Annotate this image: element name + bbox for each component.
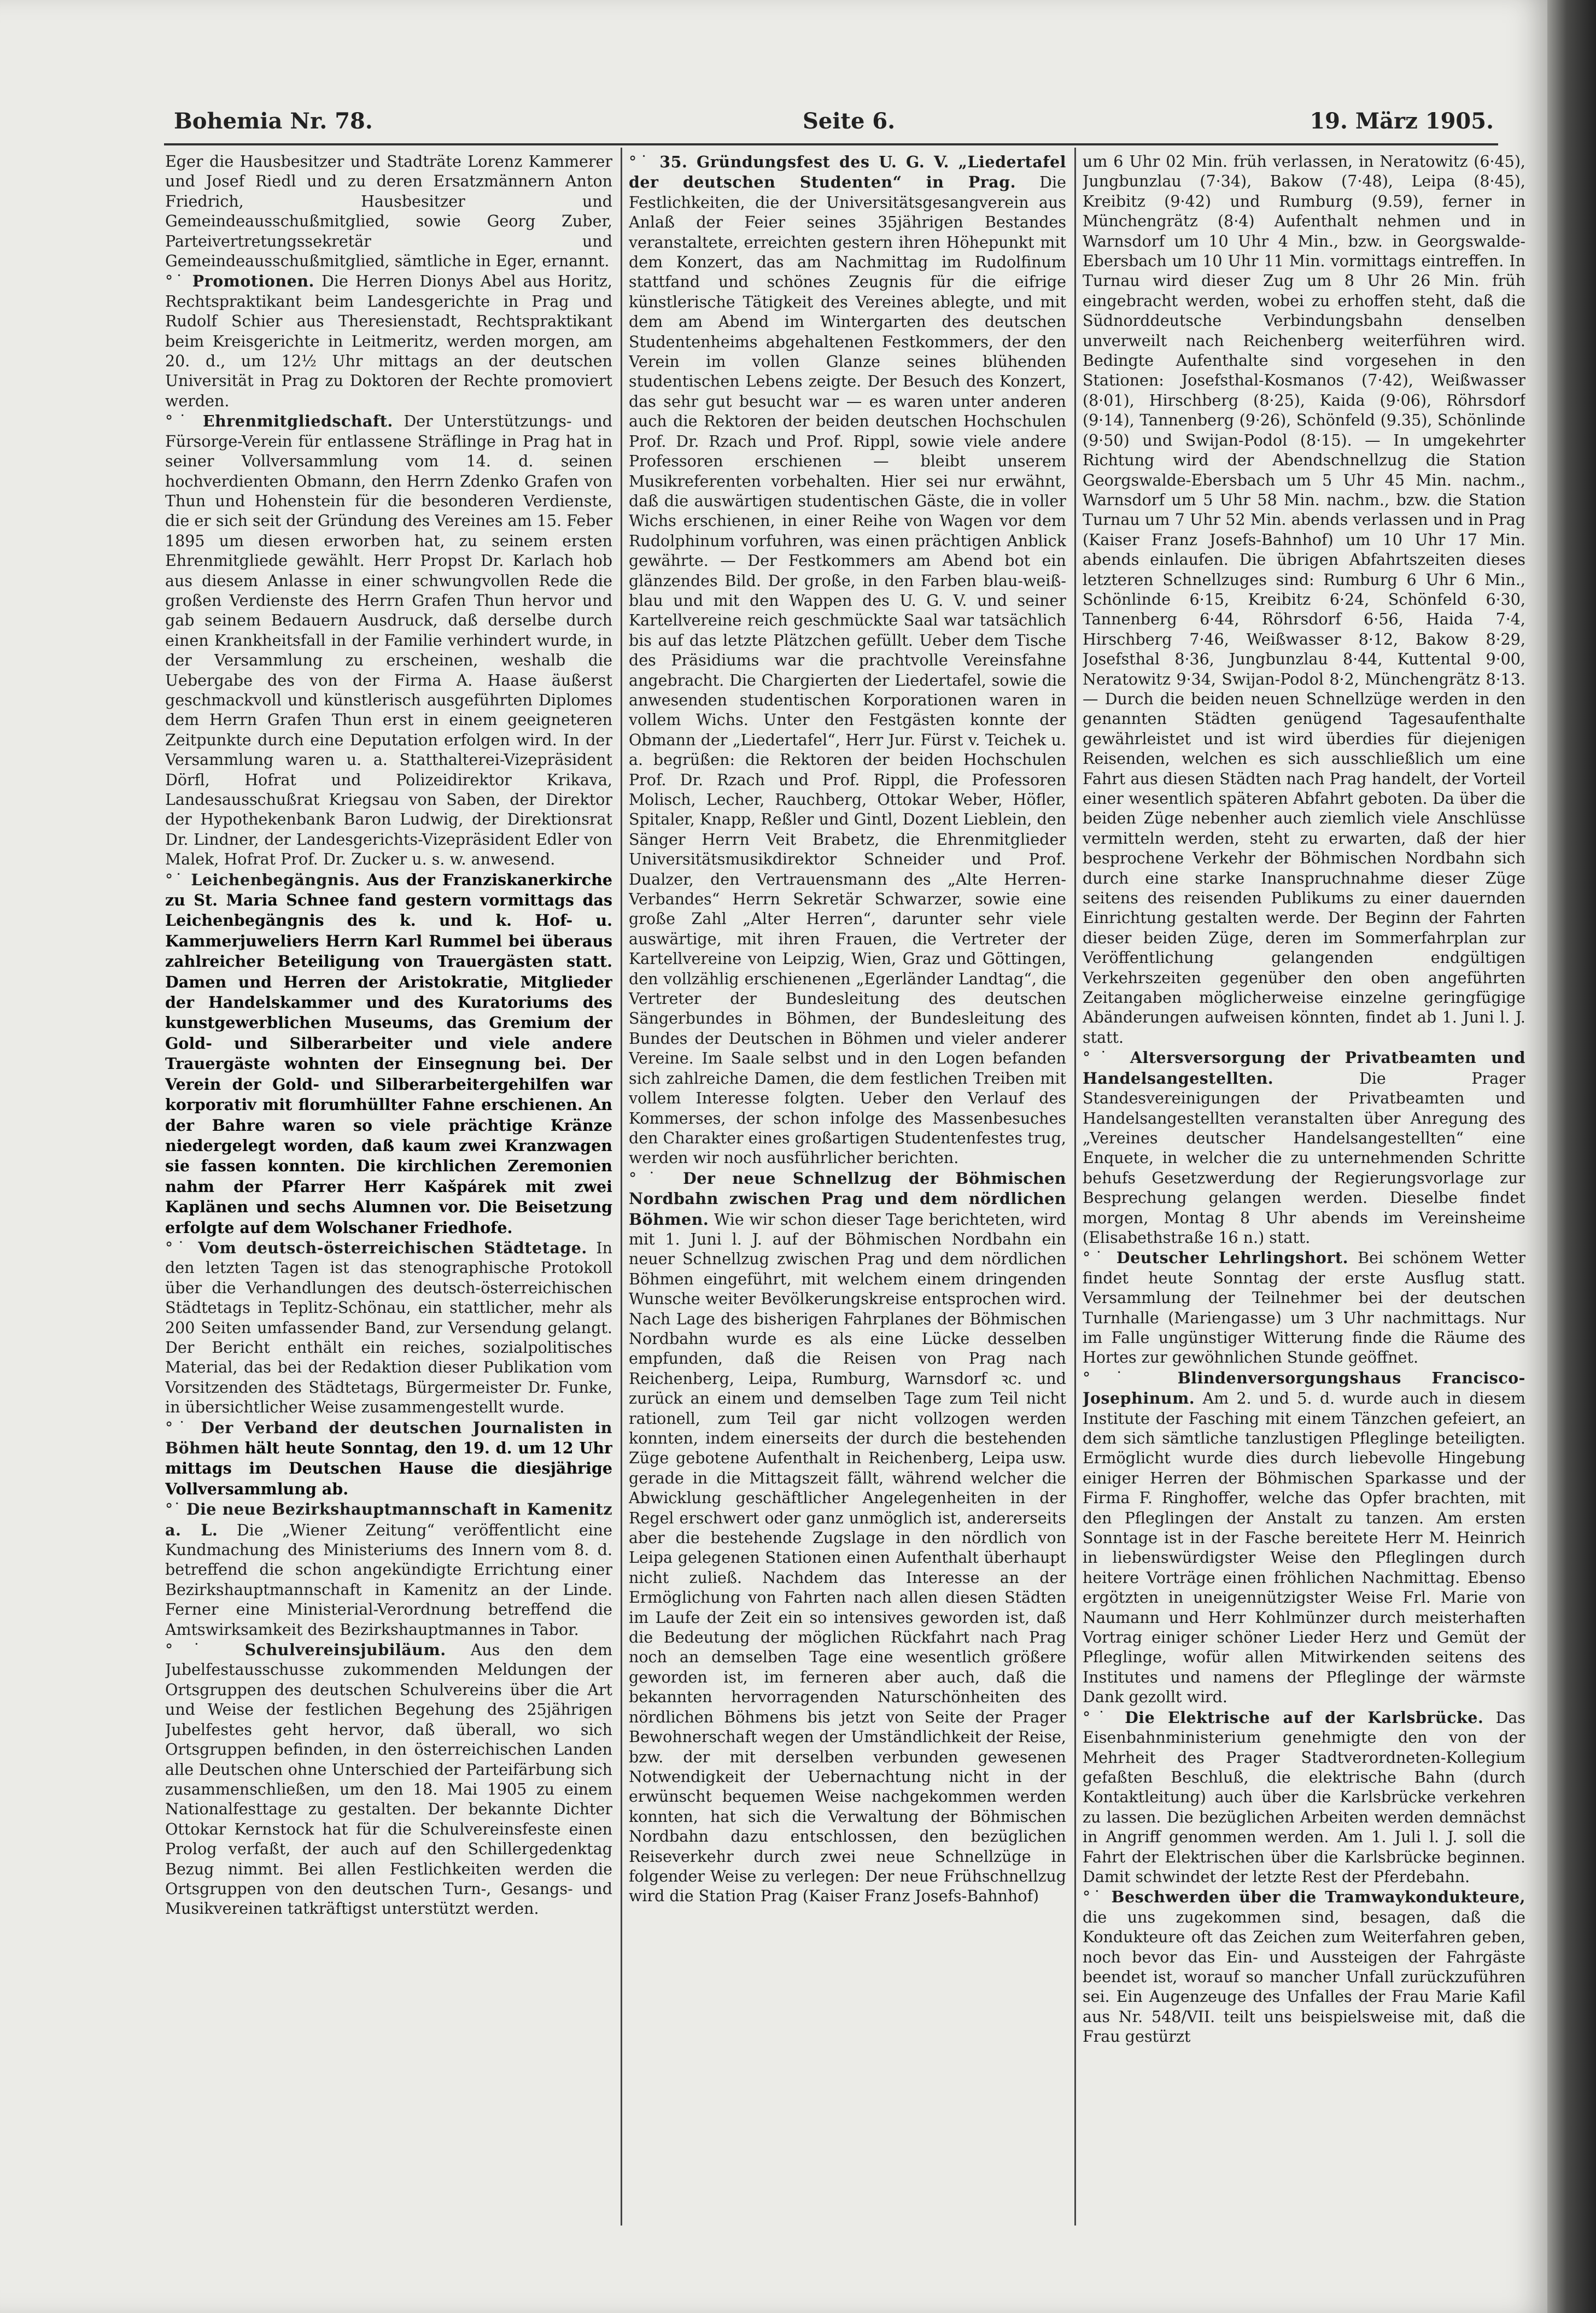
article-text: um 6 Uhr 02 Min. früh verlassen, in Neratowitz (6·45), Jungbunzlau (7·34), Bakow (7·48), Leipa (8·45), Kreibitz (9·42) und Rumburg (9.59), ferner in Münchengrätz (8·4) Aufenthalt nehmen und in Warnsdorf um 10 Uhr 4 Min., bzw. in Georgswalde-Ebersbach um 10 Uhr 11 Min. vormittags eintreffen. In Turnau wird dieser Zug um 8 Uhr 26 Min. früh eingebracht werden, wobei zu erhoffen steht, daß die Südnorddeutsche Verbindungsbahn denselben unverweilt nach Reichenberg weiterführen wird. Bedingte Aufenthalte sind vorgesehen in den Stationen: Josefsthal-Kosmanos (7·42), Weißwasser (8·01), Hirschberg (8·25), Kaida (9·06), Röhrsdorf (9·14), Tannenberg (9·26), Schönfeld (9.35), Schönlinde (9·50) und Swijan-Podol (8·15). — In umgekehrter Richtung wird der Abendschnellzug die Station Georgswalde-Ebersbach um 5 Uhr 45 Min. nachm., Warnsdorf um 5 Uhr 58 Min. nachm., bzw. die Station Turnau um 7 Uhr 52 Min. abends verlassen und in Prag (Kaiser Franz Josefs-Bahnhof) um 10 Uhr 17 Min. abends einlaufen. Die übrigen Abfahrtszeiten dieses letzteren Schnellzuges sind: Rumburg 6 Uhr 6 Min., Schönlinde 6·15, Kreibitz 6·24, Schönfeld 6·30, Tannenberg 6·44, Röhrsdorf 6·56, Haida 7·4, Hirschberg 7·46, Weißwasser 8·12, Bakow 8·29, Josefsthal 8·36, Jungbunzlau 8·44, Kuttental 9·00, Neratowitz 9·34, Swijan-Podol 8·2, Münchengrätz 8·13. — Durch die beiden neuen Schnellzüge werden in den genannten Städten genügend Tagesaufenthalte gewährleistet und ist wird überdies für diejenigen Reisenden, welchen es sich ausschließlich um eine Fahrt aus diesen Städten nach Prag handelt, der Vorteil einer wesentlich späteren Abfahrt geboten. Da über die beiden Züge nebenher auch ziemlich viele Anschlüsse vermitteln werden, steht zu erwarten, daß der hier besprochene Verkehr der Böhmischen Nordbahn sich durch eine starke Inanspruchnahme dieser Züge seitens des reisenden Publikums zu einer dauernden Einrichtung gestalten werde. Der Beginn der Fahrten dieser beiden Züge, deren im Sommerfahrplan zur Veröffentlichung gelangenden endgültigen Verkehrszeiten gegenüber den oben angeführten Zeitangaben möglicherweise einzelne geringfügige Abänderungen aufweisen könnten, findet ab 1. Juni l. J. statt.: [1083, 153, 1525, 1047]
article-text: Das Eisenbahnministerium genehmigte den von der Mehrheit des Prager Stadtverordneten-Kollegium gefaßten Beschluß, die elektrische Bahn (durch Kontaktleitung) auch über die Karlsbrücke verkehren zu lassen. Die bezüglichen Arbeiten werden demnächst in Angriff genommen werden. Am 1. Juli l. J. soll die Fahrt der Elektrischen über die Karlsbrücke beginnen. Damit schwindet der letzte Rest der Pferdebahn.: [1083, 1708, 1525, 1886]
article-text: In den letzten Tagen ist das stenographische Protokoll über die Verhandlungen des deutsch-österreichischen Städtetags in Teplitz-Schönau, ein stattlicher, mehr als 200 Seiten umfassender Band, zur Versendung gelangt. Der Bericht enthält ein reiches, sozialpolitisches Material, das bei der Redaktion dieser Publikation vom Vorsitzenden des Städtetags, Bürgermeister Dr. Funke, in übersichtlicher Weise zusammengestellt wurde.: [165, 1239, 612, 1417]
page-header: [174, 108, 1494, 141]
article-eger: [165, 152, 612, 271]
article-text: Aus der Franziskanerkirche zu St. Maria Schnee fand gestern vormittags das Leichenbegängnis des k. und k. Hof- u. Kammerjuweliers Herrn Karl Rummel bei überaus zahlreicher Beteiligung von Trauergästen statt. Damen und Herren der Aristokratie, Mitglieder der Handelskammer und des Kuratoriums des kunstgewerblichen Museums, das Gremium der Gold- und Silberarbeiter und viele andere Trauergäste wohnten der Einsegnung bei. Der Verein der Gold- und Silberarbeitergehilfen war korporativ mit florumhüllter Fahne erschienen. An der Bahre waren so viele prächtige Kränze niedergelegt worden, daß kaum zwei Kranzwagen sie fassen konnten. Die kirchlichen Zeremonien nahm der Pfarrer Herr Kašpárek mit zwei Kaplänen und sechs Alumnen vor. Die Beisetzung erfolgte auf dem Wolschaner Friedhofe.: [165, 870, 612, 1237]
article-text: Eger die Hausbesitzer und Stadträte Lorenz Kammerer und Josef Riedl und zu deren Ersatzmännern Anton Friedrich, Hausbesitzer und Gemeindeausschußmitglied, sowie Georg Zuber, Parteivertretungssekretär und Gemeindeausschußmitglied, sämtliche in Eger, ernannt.: [165, 153, 612, 271]
article-heading: Beschwerden über die Tramwaykondukteure,: [1111, 1888, 1525, 1907]
article-text: Am 2. und 5. d. wurde auch in diesem Institute der Fasching mit einem Tänzchen gefeiert, an dem sich sämtliche tanzlustigen Pfleglinge beteiligten. Ermöglicht wurde dies durch liebevolle Hingebung einiger Herren der Böhmischen Sparkasse und der Firma F. Ringhoffer, welche das Opfer brachten, mit den Pfleglingen der Anstalt zu tanzen. Am ersten Sonntage ist in der Fasche bereitete Herr M. Heinrich in liebenswürdigster Weise den Pfleglingen durch heitere Vorträge einen fröhlichen Nachmittag. Ebenso ergötzten in uneigennützigster Weise Frl. Marie von Naumann und Herr Kohlmünzer durch meisterhaften Vortrag einiger schöner Lieder Herz und Gemüt der Pfleglinge, wofür allen Mitwirkenden seitens des Institutes und namens der Pfleglinge der wärmste Dank gezollt wird.: [1083, 1389, 1525, 1707]
article-schnellzug: °˙ Der neue Schnellzug der Böhmischen Nordbahn zwischen Prag und dem nördlichen Böhmen. Wie wir schon dieser Tage berichteten, wird mit 1. Juni l. J. auf der Böhmischen Nordbahn ein neuer Schnellzug zwischen Prag und dem nördlichen Böhmen eingeführt, mit welchem einem dringenden Wunsche weiter Bevölkerungskreise entsprochen wird. Nach Lage des bisherigen Fahrplanes der Böhmischen Nordbahn wurde es als eine Lücke desselben empfunden, daß die Reisen von Prag nach Reichenberg, Leipa, Rumburg, Warnsdorf ꝛc. und zurück an einem und demselben Tage zum Teil nicht rationell, zum Teil gar nicht vollzogen werden konnten, indem einerseits der durch die bestehenden Züge gebotene Aufenthalt in Reichenberg, Leipa usw. gerade in die Mittagszeit fällt, während welcher die Abwicklung geschäftlicher Angelegenheiten in der Regel erschwert oder ganz unmöglich ist, andererseits aber die bestehende Zugslage in den nördlich von Leipa gelegenen Stationen einen Aufenthalt überhaupt nicht zuließ. Nachdem das Interesse an der Ermöglichung von Fahrten nach allen diesen Städten im Laufe der Zeit ein so intensives geworden ist, daß die Bedeutung der möglichen Rückfahrt nach Prag noch an demselben Tage eine wesentlich größere geworden ist, im ferneren aber auch, daß die bekannten hervorragenden Naturschönheiten des nördlichen Böhmens bis jetzt von Seite der Prager Bewohnerschaft wegen der Umständlichkeit der Reise, bzw. der mit derselben verbunden gewesenen Notwendigkeit der Uebernachtung nicht in der erwünscht bequemen Weise nachgekommen werden konnten, hat sich die Verwaltung der Böhmischen Nordbahn dazu entschlossen, den bezüglichen Reiseverkehr durch zwei neue Schnellzüge in folgender Weise zu verlegen: Der neue Frühschnellzug wird die Station Prag (Kaiser Franz Josefs-Bahnhof): [629, 1169, 1066, 1906]
article-text: Die „Wiener Zeitung“ veröffentlicht eine Kundmachung des Ministeriums des Innern vom 8. d. betreffend die schon angekündigte Errichtung einer Bezirkshauptmannschaft in Kamenitz an der Linde. Ferner eine Ministerial-Verordnung betreffend die Amtswirksamkeit des Bezirkshauptmannes in Tabor.: [165, 1521, 612, 1639]
article-text: die uns zugekommen sind, besagen, daß die Kondukteure oft das Zeichen zum Weiterfahren geben, noch bevor das Ein- und Aussteigen der Fahrgäste beendet ist, worauf so mancher Unfall zurückzuführen sei. Ein Augenzeuge des Unfalles der Frau Marie Kafil aus Nr. 548/VII. teilt uns beispielsweise mit, daß die Frau gestürzt: [1083, 1908, 1525, 2046]
header-page-number: Seite 6.: [803, 108, 896, 134]
header-rule: [164, 143, 1498, 145]
article-bezirkshauptmannschaft: °˙ Die neue Bezirkshauptmannschaft in Kamenitz a. L. Die „Wiener Zeitung“ veröffentlicht eine Kundmachung des Ministeriums des Innern vom 8. d. betreffend die schon angekündigte Errichtung einer Bezirkshauptmannschaft in Kamenitz an der Linde. Ferner eine Ministerial-Verordnung betreffend die Amtswirksamkeit des Bezirkshauptmannes in Tabor.: [165, 1500, 612, 1639]
column-3: [1083, 152, 1525, 2219]
article-heading: 35. Gründungsfest des U. G. V. „Liedertafel der deutschen Studenten“ in Prag.: [629, 153, 1066, 192]
article-liedertafel: °˙ 35. Gründungsfest des U. G. V. „Liedertafel der deutschen Studenten“ in Prag. Die Festlichkeiten, die der Universitätsgesangverein aus Anlaß der Feier seines 35jährigen Bestandes veranstaltete, erreichten gestern ihren Höhepunkt mit dem Konzert, das am Nachmittag im Rudolfinum stattfand und schönes Zeugnis für die eifrige künstlerische Tätigkeit des Vereines ablegte, und mit dem am Abend im Wintergarten des deutschen Studentenheims abgehaltenen Festkommers, der den Verein im vollen Glanze seines blühenden studentischen Lebens zeigte. Der Besuch des Konzert, das sehr gut besucht war — es waren unter anderen auch die Rektoren der beiden deutschen Hochschulen Prof. Dr. Rzach und Prof. Rippl, sowie viele andere Professoren erschienen — bleibt unserem Musikreferenten vorbehalten. Hier sei nur erwähnt, daß die auswärtigen studentischen Gäste, die in voller Wichs erschienen, in einer Reihe von Wagen vor dem Rudolphinum vorfuhren, was einen prächtigen Anblick gewährte. — Der Festkommers am Abend bot ein glänzendes Bild. Der große, in den Farben blau-weiß-blau und mit den Wappen des U. G. V. und seiner Kartellvereine reich geschmückte Saal war tatsächlich bis auf das letzte Plätzchen gefüllt. Ueber dem Tische des Präsidiums war die prachtvolle Vereinsfahne angebracht. Die Chargierten der Liedertafel, sowie die anwesenden studentischen Korporationen waren in vollem Wichs. Unter den Festgästen konnte der Obmann der „Liedertafel“, Herr Jur. Fürst v. Teichek u. a. begrüßen: die Rektoren der beiden Hochschulen Prof. Dr. Rzach und Prof. Rippl, die Professoren Molisch, Lecher, Rauchberg, Ottokar Weber, Höfler, Spitaler, Knapp, Reßler und Gintl, Dozent Lieblein, den Sänger Herrn Veit Brabetz, die Ehrenmitglieder Universitätsmusikdirektor Schneider und Prof. Dualzer, den Vertrauensmann des „Alte Herren-Verbandes“ Herrn Sekretär Schwarzer, sowie eine große Zahl „Alter Herren“, darunter sehr viele auswärtige, mit ihren Frauen, die Vertreter der Kartellvereine von Leipzig, Wien, Graz und Göttingen, den vollzählig erschienenen „Egerländer Landtag“, die Vertreter der Bundesleitung des deutschen Sängerbundes in Böhmen, der Bundesleitung des Bundes der Deutschen in Böhmen und vieler anderer Vereine. Im Saale selbst und in den Logen befanden sich zahlreiche Damen, die dem festlichen Treiben mit vollem Interesse folgten. Ueber den Verlauf des Kommerses, der schon infolge des Massenbesuches den Charakter eines großartigen Studentenfestes trug, werden wir noch ausführlicher berichten.: [629, 153, 1066, 1167]
article-heading: Altersversorgung der Privatbeamten und Handelsangestellten.: [1083, 1048, 1525, 1088]
article-schulvereinsjubilaeum: °˙ Schulvereinsjubiläum. Aus den dem Jubelfestausschusse zukommenden Meldungen der Ortsgruppen des deutschen Schulvereins über die Art und Weise der festlichen Begehung des 25jährigen Jubelfestes geht hervor, daß überall, wo sich Ortsgruppen befinden, in den österreichischen Landen alle Deutschen ohne Unterschied der Parteifärbung sich zusammenschließen, um den 18. Mai 1905 zu einem Nationalfesttage zu gestalten. Der bekannte Dichter Ottokar Kernstock hat für die Schulvereinsfeste einen Prolog verfaßt, der auch auf den Schillergedenktag Bezug nimmt. Bei allen Festlichkeiten werden die Ortsgruppen von den deutschen Turn-, Gesangs- und Musikvereinen tatkräftigst unterstützt werden.: [165, 1640, 612, 1918]
article-text: hält heute Sonntag, den 19. d. um 12 Uhr mittags im Deutschen Hause die diesjährige Vollversammlung ab.: [165, 1439, 612, 1498]
article-leichenbegaengnis: °˙ Leichenbegängnis. Aus der Franziskanerkirche zu St. Maria Schnee fand gestern vormittags das Leichenbegängnis des k. und k. Hof- u. Kammerjuweliers Herrn Karl Rummel bei überaus zahlreicher Beteiligung von Trauergästen statt. Damen und Herren der Aristokratie, Mitglieder der Handelskammer und des Kuratoriums des kunstgewerblichen Museums, das Gremium der Gold- und Silberarbeiter und viele andere Trauergäste wohnten der Einsegnung bei. Der Verein der Gold- und Silberarbeitergehilfen war korporativ mit florumhüllter Fahne erschienen. An der Bahre waren so viele prächtige Kränze niedergelegt worden, daß kaum zwei Kranzwagen sie fassen konnten. Die kirchlichen Zeremonien nahm der Pfarrer Herr Kašpárek mit zwei Kaplänen und sechs Alumnen vor. Die Beisetzung erfolgte auf dem Wolschaner Friedhofe.: [165, 870, 612, 1237]
article-heading: Blindenversorgungshaus Francisco-Josephinum.: [1083, 1368, 1525, 1408]
article-heading: Schulvereinsjubiläum.: [244, 1640, 446, 1660]
article-altersversorgung: °˙ Altersversorgung der Privatbeamten und Handelsangestellten. Die Prager Standesvereinigungen der Privatbeamten und Handelsangestellten veranstalten über Anregung des „Vereines deutscher Handelsangestellten“ eine Enquete, in welcher die zu unternehmenden Schritte behufs Gesetzwerdung der Regierungsvorlage zur Besprechung gelangen werden. Dieselbe findet morgen, Montag 8 Uhr abends im Vereinsheime (Elisabethstraße 16 n.) statt.: [1083, 1048, 1525, 1247]
article-promotionen: °˙ Promotionen. Die Herren Dionys Abel aus Horitz, Rechtspraktikant beim Landesgerichte in Prag und Rudolf Schier aus Theresienstadt, Rechtspraktikant beim Kreisgerichte in Leitmeritz, werden morgen, am 20. d., um 12½ Uhr mittags an der deutschen Universität in Prag zu Doktoren der Rechte promoviert werden.: [165, 272, 612, 410]
article-heading: Promotionen.: [192, 272, 314, 291]
article-schnellzug-cont: [1083, 152, 1525, 1048]
article-text: Die Festlichkeiten, die der Universitätsgesangverein aus Anlaß der Feier seines 35jährigen Bestandes veranstaltete, erreichten gestern ihren Höhepunkt mit dem Konzert, das am Nachmittag im Rudolfinum stattfand und schönes Zeugnis für die eifrige künstlerische Tätigkeit des Vereines ablegte, und mit dem am Abend im Wintergarten des deutschen Studentenheims abgehaltenen Festkommers, der den Verein im vollen Glanze seines blühenden studentischen Lebens zeigte. Der Besuch des Konzert, das sehr gut besucht war — es waren unter anderen auch die Rektoren der beiden deutschen Hochschulen Prof. Dr. Rzach und Prof. Rippl, sowie viele andere Professoren erschienen — bleibt unserem Musikreferenten vorbehalten. Hier sei nur erwähnt, daß die auswärtigen studentischen Gäste, die in voller Wichs erschienen, in einer Reihe von Wagen vor dem Rudolphinum vorfuhren, was einen prächtigen Anblick gewährte. — Der Festkommers am Abend bot ein glänzendes Bild. Der große, in den Farben blau-weiß-blau und mit den Wappen des U. G. V. und seiner Kartellvereine reich geschmückte Saal war tatsächlich bis auf das letzte Plätzchen gefüllt. Ueber dem Tische des Präsidiums war die prachtvolle Vereinsfahne angebracht. Die Chargierten der Liedertafel, sowie die anwesenden studentischen Korporationen waren in vollem Wichs. Unter den Festgästen konnte der Obmann der „Liedertafel“, Herr Jur. Fürst v. Teichek u. a. begrüßen: die Rektoren der beiden Hochschulen Prof. Dr. Rzach und Prof. Rippl, die Professoren Molisch, Lecher, Rauchberg, Ottokar Weber, Höfler, Spitaler, Knapp, Reßler und Gintl, Dozent Lieblein, den Sänger Herrn Veit Brabetz, die Ehrenmitglieder Universitätsmusikdirektor Schneider und Prof. Dualzer, den Vertrauensmann des „Alte Herren-Verbandes“ Herrn Sekretär Schwarzer, sowie eine große Zahl „Alter Herren“, darunter sehr viele auswärtige, mit ihren Frauen, die Vertreter der Kartellvereine von Leipzig, Wien, Graz und Göttingen, den vollzählig erschienenen „Egerländer Landtag“, die Vertreter der Bundesleitung des deutschen Sängerbundes in Böhmen, der Bundesleitung des Bundes der Deutschen in Böhmen und vieler anderer Vereine. Im Saale selbst und in den Logen befanden sich zahlreiche Damen, die dem festlichen Treiben mit vollem Interesse folgten. Ueber den Verlauf des Kommerses, der schon infolge des Massenbesuches den Charakter eines großartigen Studentenfestes trug, werden wir noch ausführlicher berichten.: [629, 173, 1066, 1167]
article-heading: Vom deutsch-österreichischen Städtetage.: [198, 1238, 587, 1257]
header-issue: Bohemia Nr. 78.: [174, 108, 373, 134]
article-heading: Der Verband der deutschen Journalisten in Böhmen: [165, 1418, 612, 1457]
column-1: [165, 152, 612, 2219]
article-text: Die Herren Dionys Abel aus Horitz, Rechtspraktikant beim Landesgerichte in Prag und Rudolf Schier aus Theresienstadt, Rechtspraktikant beim Kreisgerichte in Leitmeritz, werden morgen, am 20. d., um 12½ Uhr mittags an der deutschen Universität in Prag zu Doktoren der Rechte promoviert werden.: [165, 272, 612, 410]
article-elektrische: °˙ Die Elektrische auf der Karlsbrücke. Das Eisenbahnministerium genehmigte den von der Mehrheit des Prager Stadtverordneten-Kollegium gefaßten Beschluß, die elektrische Bahn (durch Kontaktleitung) auch über die Karlsbrücke verkehren zu lassen. Die bezüglichen Arbeiten werden demnächst in Angriff genommen werden. Am 1. Juli l. J. soll die Fahrt der Elektrischen über die Karlsbrücke beginnen. Damit schwindet der letzte Rest der Pferdebahn.: [1083, 1708, 1525, 1886]
article-text: Aus den dem Jubelfestausschusse zukommenden Meldungen der Ortsgruppen des deutschen Schulvereins über die Art und Weise der festlichen Begehung des 25jährigen Jubelfestes geht hervor, daß überall, wo sich Ortsgruppen befinden, in den österreichischen Landen alle Deutschen ohne Unterschied der Parteifärbung sich zusammenschließen, um den 18. Mai 1905 zu einem Nationalfesttage zu gestalten. Der bekannte Dichter Ottokar Kernstock hat für die Schulvereinsfeste einen Prolog verfaßt, der auch auf den Schillergedenktag Bezug nimmt. Bei allen Festlichkeiten werden die Ortsgruppen von den deutschen Turn-, Gesangs- und Musikvereinen tatkräftigst unterstützt werden.: [165, 1641, 612, 1918]
article-heading: Die Elektrische auf der Karlsbrücke.: [1125, 1708, 1484, 1727]
article-staedtetag: °˙ Vom deutsch-österreichischen Städtetage. In den letzten Tagen ist das stenographische Protokoll über die Verhandlungen des deutsch-österreichischen Städtetags in Teplitz-Schönau, ein stattlicher, mehr als 200 Seiten umfassender Band, zur Versendung gelangt. Der Bericht enthält ein reiches, sozialpolitisches Material, das bei der Redaktion dieser Publikation vom Vorsitzenden des Städtetags, Bürgermeister Dr. Funke, in übersichtlicher Weise zusammengestellt wurde.: [165, 1238, 612, 1417]
article-lehrlingshort: °˙ Deutscher Lehrlingshort. Bei schönem Wetter findet heute Sonntag der erste Ausflug statt. Versammlung der Teilnehmer bei der deutschen Turnhalle (Mariengasse) um 3 Uhr nachmittags. Nur im Falle ungünstiger Witterung finde die Räume des Hortes zur gewöhnlichen Stunde geöffnet.: [1083, 1248, 1525, 1367]
article-heading: Deutscher Lehrlingshort.: [1116, 1248, 1348, 1268]
header-date: 19. März 1905.: [1309, 108, 1494, 134]
article-blindenversorgungshaus: °˙ Blindenversorgungshaus Francisco-Josephinum. Am 2. und 5. d. wurde auch in diesem Institute der Fasching mit einem Tänzchen gefeiert, an dem sich sämtliche tanzlustigen Pfleglinge beteiligten. Ermöglicht wurde dies durch liebevolle Hingebung einiger Herren der Böhmischen Sparkasse und der Firma F. Ringhoffer, welche das Opfer brachten, mit den Pfleglingen der Anstalt zu tanzen. Am ersten Sonntage ist in der Fasche bereitete Herr M. Heinrich in liebenswürdigster Weise den Pfleglingen durch heitere Vorträge einen fröhlichen Nachmittag. Ebenso ergötzten in uneigennützigster Weise Frl. Marie von Naumann und Herr Kohlmünzer durch meisterhaften Vortrag einiger schöner Lieder Herz und Gemüt der Pfleglinge, wofür allen Mitwirkenden seitens des Institutes und namens der Pfleglinge der wärmste Dank gezollt wird.: [1083, 1368, 1525, 1707]
page-edge-shadow: [1547, 0, 1596, 2313]
article-heading: Ehrenmitgliedschaft.: [202, 412, 393, 431]
article-text: Der Unterstützungs- und Fürsorge-Verein für entlassene Sträflinge in Prag hat in seiner Vollversammlung vom 14. d. seinen hochverdienten Obmann, den Herrn Zdenko Grafen von Thun und Hohenstein für die besonderen Verdienste, die er sich seit der Gründung des Vereines am 15. Feber 1895 um diesen erworben hat, zu seinem ersten Ehrenmitgliede gewählt. Herr Propst Dr. Karlach hob aus diesem Anlasse in einer schwungvollen Rede die großen Verdienste des Herrn Grafen Thun hervor und gab seinem Bedauern Ausdruck, daß derselbe durch einen Krankheitsfall in der Familie verhindert wurde, in der Versammlung zu erscheinen, weshalb die Uebergabe des von der Firma A. Haase äußerst geschmackvoll und künstlerisch ausgeführten Diplomes dem Herrn Grafen Thun erst in einem geeigneteren Zeitpunkte durch eine Deputation erfolgen wird. In der Versammlung waren u. a. Statthalterei-Vizepräsident Dörfl, Hofrat und Polizeidirektor Krikava, Landesausschußrat Kriegsau von Saben, der Direktor der Hypothekenbank Baron Ludwig, der Direktionsrat Dr. Lindner, der Landesgerichts-Vizepräsident Edler von Malek, Hofrat Prof. Dr. Zucker u. s. w. anwesend.: [165, 412, 612, 869]
article-tramway: °˙ Beschwerden über die Tramwaykondukteure, die uns zugekommen sind, besagen, daß die Kondukteure oft das Zeichen zum Weiterfahren geben, noch bevor das Ein- und Aussteigen der Fahrgäste beendet ist, worauf so mancher Unfall zurückzuführen sei. Ein Augenzeuge des Unfalles der Frau Marie Kafil aus Nr. 548/VII. teilt uns beispielsweise mit, daß die Frau gestürzt: [1083, 1888, 1525, 2046]
article-text: Wie wir schon dieser Tage berichteten, wird mit 1. Juni l. J. auf der Böhmischen Nordbahn ein neuer Schnellzug zwischen Prag und dem nördlichen Böhmen eingeführt, mit welchem einem dringenden Wunsche weiter Bevölkerungskreise entsprochen wird. Nach Lage des bisherigen Fahrplanes der Böhmischen Nordbahn wurde es als eine Lücke desselben empfunden, daß die Reisen von Prag nach Reichenberg, Leipa, Rumburg, Warnsdorf ꝛc. und zurück an einem und demselben Tage zum Teil nicht rationell, zum Teil gar nicht vollzogen werden konnten, indem einerseits der durch die bestehenden Züge gebotene Aufenthalt in Reichenberg, Leipa usw. gerade in die Mittagszeit fällt, während welcher die Abwicklung geschäftlicher Angelegenheiten in der Regel erschwert oder ganz unmöglich ist, andererseits aber die bestehende Zugslage in den nördlich von Leipa gelegenen Stationen einen Aufenthalt überhaupt nicht zuließ. Nachdem das Interesse an der Ermöglichung von Fahrten nach allen diesen Städten im Laufe der Zeit ein so intensives geworden ist, daß die Bedeutung der möglichen Rückfahrt nach Prag noch an demselben Tage eine wesentlich größere geworden ist, im ferneren aber auch, daß die bekannten hervorragenden Naturschönheiten des nördlichen Böhmens bis jetzt von Seite der Prager Bewohnerschaft wegen der Umständlichkeit der Reise, bzw. der mit derselben verbunden gewesenen Notwendigkeit der Uebernachtung nicht in der erwünscht bequemen Weise nachgekommen werden konnten, hat sich die Verwaltung der Böhmischen Nordbahn dazu entschlossen, den bezüglichen Reiseverkehr durch zwei neue Schnellzüge in folgender Weise zu verlegen: Der neue Frühschnellzug wird die Station Prag (Kaiser Franz Josefs-Bahnhof): [629, 1210, 1066, 1906]
article-heading: Der neue Schnellzug der Böhmischen Nordbahn zwischen Prag und dem nördlichen Böhmen.: [629, 1169, 1066, 1229]
column-divider-2: [1074, 148, 1076, 2226]
article-ehrenmitgliedschaft: °˙ Ehrenmitgliedschaft. Der Unterstützungs- und Fürsorge-Verein für entlassene Sträflinge in Prag hat in seiner Vollversammlung vom 14. d. seinen hochverdienten Obmann, den Herrn Zdenko Grafen von Thun und Hohenstein für die besonderen Verdienste, die er sich seit der Gründung des Vereines am 15. Feber 1895 um diesen erworben hat, zu seinem ersten Ehrenmitgliede gewählt. Herr Propst Dr. Karlach hob aus diesem Anlasse in einer schwungvollen Rede die großen Verdienste des Herrn Grafen Thun hervor und gab seinem Bedauern Ausdruck, daß derselbe durch einen Krankheitsfall in der Familie verhindert wurde, in der Versammlung zu erscheinen, weshalb die Uebergabe des von der Firma A. Haase äußerst geschmackvoll und künstlerisch ausgeführten Diplomes dem Herrn Grafen Thun erst in einem geeigneteren Zeitpunkte durch eine Deputation erfolgen wird. In der Versammlung waren u. a. Statthalterei-Vizepräsident Dörfl, Hofrat und Polizeidirektor Krikava, Landesausschußrat Kriegsau von Saben, der Direktor der Hypothekenbank Baron Ludwig, der Direktionsrat Dr. Lindner, der Landesgerichts-Vizepräsident Edler von Malek, Hofrat Prof. Dr. Zucker u. s. w. anwesend.: [165, 412, 612, 869]
article-text: Bei schönem Wetter findet heute Sonntag der erste Ausflug statt. Versammlung der Teilnehmer bei der deutschen Turnhalle (Mariengasse) um 3 Uhr nachmittags. Nur im Falle ungünstiger Witterung finde die Räume des Hortes zur gewöhnlichen Stunde geöffnet.: [1083, 1249, 1525, 1367]
article-heading: Die neue Bezirkshauptmannschaft in Kamenitz a. L.: [165, 1500, 612, 1539]
article-text: Die Prager Standesvereinigungen der Privatbeamten und Handelsangestellten veranstalten über Anregung des „Vereines deutscher Handelsangestellten“ eine Enquete, in welcher die zu unternehmenden Schritte behufs Gesetzwerdung der Regierungsvorlage zur Besprechung gelangen werden. Dieselbe findet morgen, Montag 8 Uhr abends im Vereinsheime (Elisabethstraße 16 n.) statt.: [1083, 1069, 1525, 1247]
article-heading: Leichenbegängnis.: [191, 870, 360, 889]
column-2: [629, 152, 1066, 2219]
column-divider-1: [621, 148, 622, 2226]
article-journalisten: °˙ Der Verband der deutschen Journalisten in Böhmen hält heute Sonntag, den 19. d. um 12 Uhr mittags im Deutschen Hause die diesjährige Vollversammlung ab.: [165, 1418, 612, 1498]
